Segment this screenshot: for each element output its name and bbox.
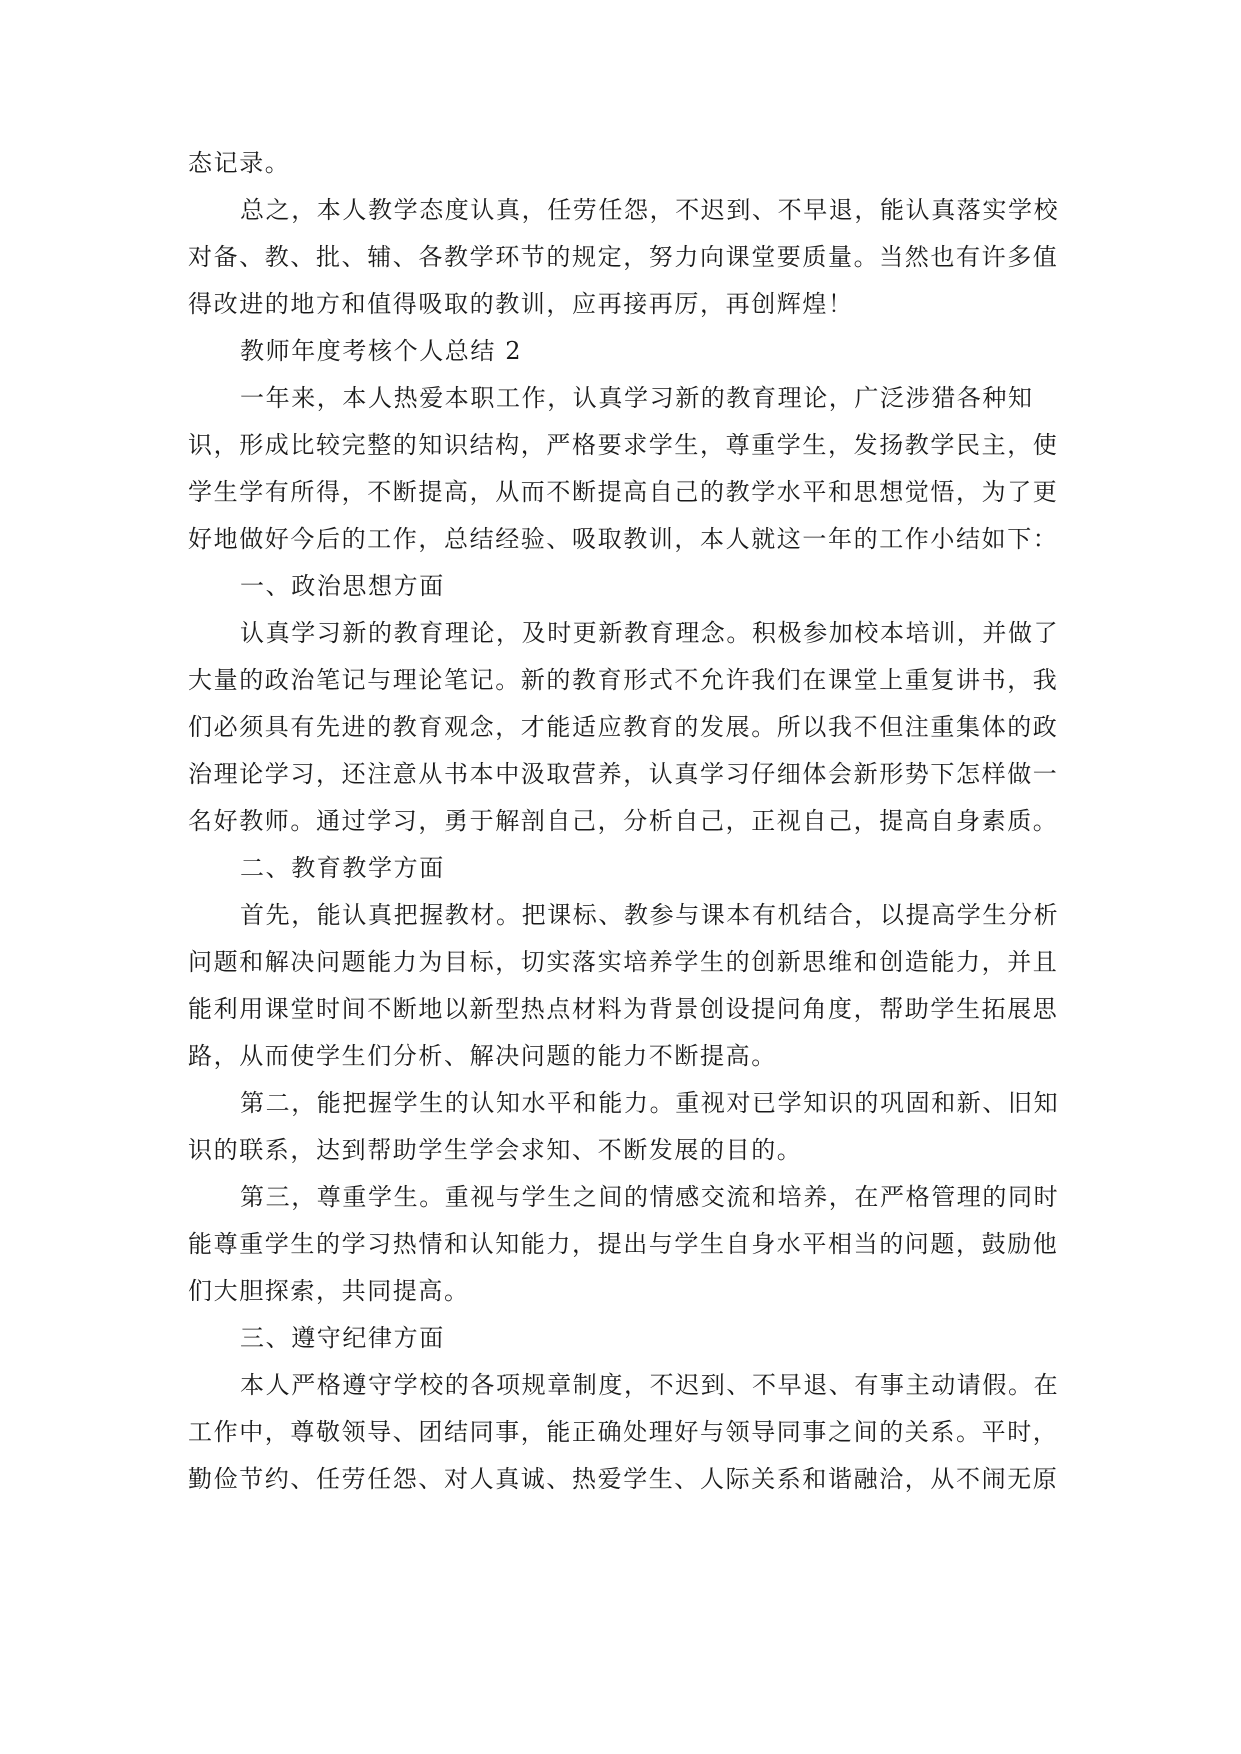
text-line: 教师年度考核个人总结 2 bbox=[240, 337, 523, 365]
text-line: 总之，本人教学态度认真，任劳任怨，不迟到、不早退，能认真落实学校 bbox=[240, 196, 1060, 224]
text-line: 能利用课堂时间不断地以新型热点材料为背景创设提问角度，帮助学生拓展思 bbox=[188, 995, 1059, 1023]
text-line: 们大胆探索，共同提高。 bbox=[188, 1277, 470, 1305]
text-line: 三、遵守纪律方面 bbox=[240, 1324, 445, 1352]
text-line: 识的联系，达到帮助学生学会求知、不断发展的目的。 bbox=[188, 1136, 803, 1164]
text-line: 二、教育教学方面 bbox=[240, 854, 445, 882]
text-line: 认真学习新的教育理论，及时更新教育理念。积极参加校本培训，并做了 bbox=[240, 619, 1060, 647]
text-line: 学生学有所得，不断提高，从而不断提高自己的教学水平和思想觉悟，为了更 bbox=[188, 478, 1059, 506]
text-line: 问题和解决问题能力为目标，切实落实培养学生的创新思维和创造能力，并且 bbox=[188, 948, 1059, 976]
text-line: 名好教师。通过学习，勇于解剖自己，分析自己，正视自己，提高自身素质。 bbox=[188, 807, 1059, 835]
text-line: 首先，能认真把握教材。把课标、教参与课本有机结合，以提高学生分析 bbox=[240, 901, 1060, 929]
text-line: 本人严格遵守学校的各项规章制度，不迟到、不早退、有事主动请假。在 bbox=[240, 1371, 1060, 1399]
text-line: 路，从而使学生们分析、解决问题的能力不断提高。 bbox=[188, 1042, 777, 1070]
text-line: 工作中，尊敬领导、团结同事，能正确处理好与领导同事之间的关系。平时， bbox=[188, 1418, 1059, 1446]
text-line: 能尊重学生的学习热情和认知能力，提出与学生自身水平相当的问题，鼓励他 bbox=[188, 1230, 1059, 1258]
text-line: 大量的政治笔记与理论笔记。新的教育形式不允许我们在课堂上重复讲书，我 bbox=[188, 666, 1059, 694]
text-line: 第三，尊重学生。重视与学生之间的情感交流和培养，在严格管理的同时 bbox=[240, 1183, 1060, 1211]
text-line: 一、政治思想方面 bbox=[240, 572, 445, 600]
text-line: 识，形成比较完整的知识结构，严格要求学生，尊重学生，发扬教学民主，使 bbox=[188, 431, 1059, 459]
text-line: 对备、教、批、辅、各教学环节的规定，努力向课堂要质量。当然也有许多值 bbox=[188, 243, 1059, 271]
text-line: 得改进的地方和值得吸取的教训，应再接再厉，再创辉煌！ bbox=[188, 290, 854, 318]
text-line: 一年来，本人热爱本职工作，认真学习新的教育理论，广泛涉猎各种知 bbox=[240, 384, 1034, 412]
document-body bbox=[188, 140, 1060, 1503]
text-line: 第二，能把握学生的认知水平和能力。重视对已学知识的巩固和新、旧知 bbox=[240, 1089, 1060, 1117]
text-line: 好地做好今后的工作，总结经验、吸取教训，本人就这一年的工作小结如下： bbox=[188, 525, 1059, 553]
text-line: 态记录。 bbox=[188, 149, 291, 177]
text-line: 们必须具有先进的教育观念，才能适应教育的发展。所以我不但注重集体的政 bbox=[188, 713, 1059, 741]
text-line: 治理论学习，还注意从书本中汲取营养，认真学习仔细体会新形势下怎样做一 bbox=[188, 760, 1059, 788]
text-line: 勤俭节约、任劳任怨、对人真诚、热爱学生、人际关系和谐融洽，从不闹无原 bbox=[188, 1465, 1059, 1493]
